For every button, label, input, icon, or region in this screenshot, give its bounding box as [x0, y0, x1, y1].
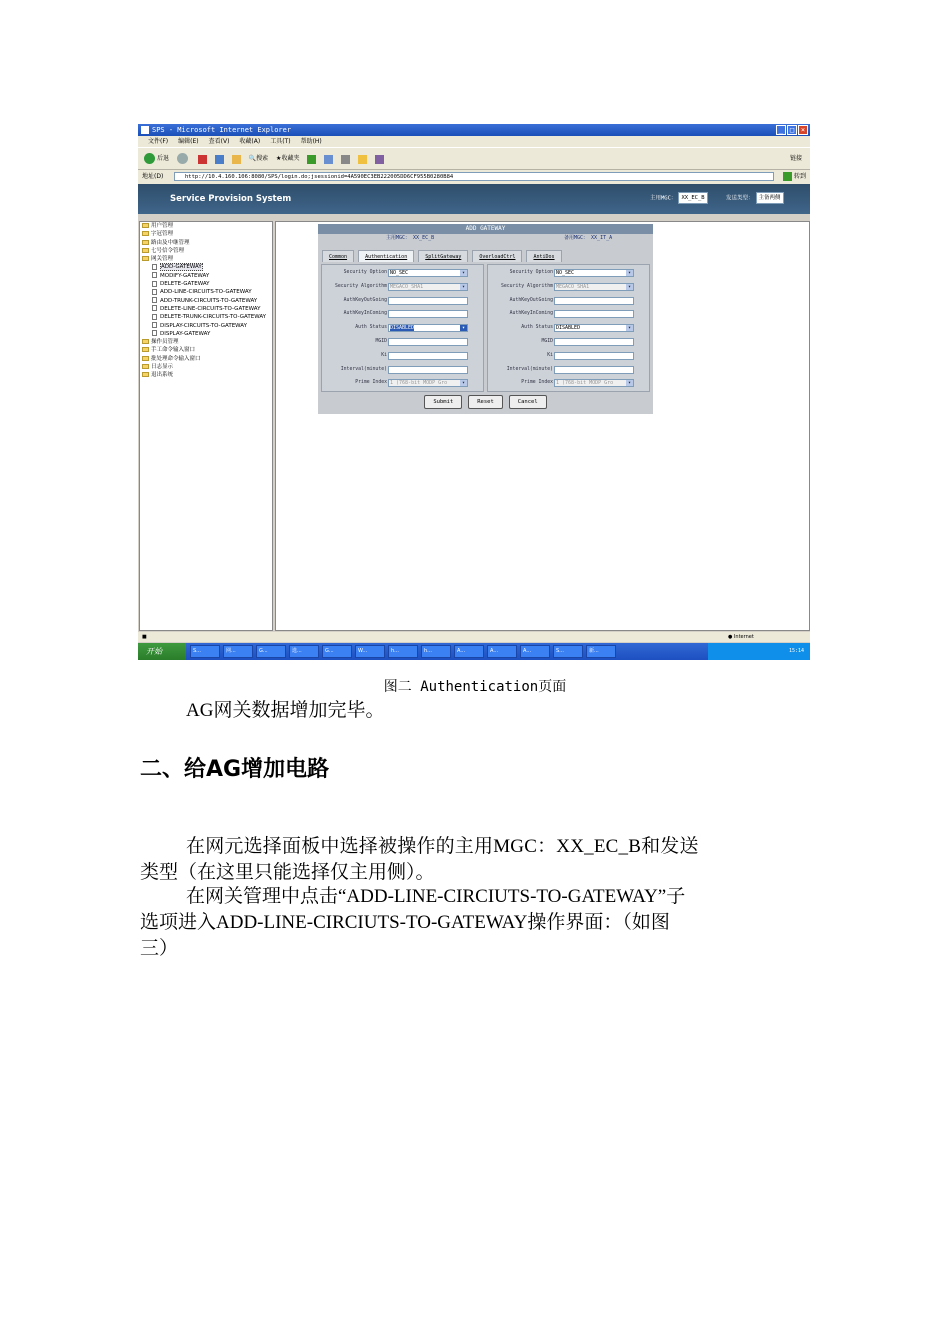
field-select[interactable]: [554, 324, 634, 332]
form-row: [488, 323, 651, 333]
tree-label: 网关管理: [151, 256, 174, 263]
menu-bar: [138, 136, 810, 147]
taskbar: [138, 643, 810, 660]
refresh-icon[interactable]: [215, 155, 224, 164]
taskbar-item[interactable]: 新...: [586, 645, 616, 658]
folder-icon: [142, 223, 149, 228]
form-row: [488, 365, 651, 375]
main-mgc-select[interactable]: XX_EC_B: [678, 192, 707, 204]
tree-item[interactable]: [140, 322, 272, 330]
window-title: SPS - Microsoft Internet Explorer: [152, 126, 292, 134]
maximize-icon[interactable]: □: [787, 125, 797, 135]
form-row: [488, 296, 651, 306]
tree-item[interactable]: [140, 288, 272, 296]
forward-button[interactable]: [177, 148, 190, 170]
tree-item[interactable]: [140, 297, 272, 305]
tree-label: DELETE-GATEWAY: [160, 281, 210, 288]
field-label: Prime Index: [355, 380, 387, 386]
tree-label: DISPLAY-GATEWAY: [160, 330, 211, 337]
start-button[interactable]: 开始: [138, 643, 186, 660]
field-input[interactable]: [554, 297, 634, 305]
chevron-down-icon[interactable]: ▾: [627, 325, 631, 332]
menu-item[interactable]: 查看(V): [208, 138, 230, 145]
folder-icon: [142, 248, 149, 253]
tree-folder[interactable]: [140, 239, 272, 247]
tree-item[interactable]: [140, 305, 272, 313]
tree-item[interactable]: [140, 313, 272, 321]
form-row: [488, 351, 651, 361]
field-select[interactable]: [388, 269, 468, 277]
field-label: Security Algorithm: [501, 283, 553, 289]
field-select[interactable]: [554, 269, 634, 277]
tree-label: 字冠管理: [151, 231, 174, 238]
form-row: [322, 351, 485, 361]
chevron-down-icon[interactable]: ▾: [627, 283, 631, 290]
field-value: DISABLED: [390, 325, 415, 332]
tree-folder[interactable]: [140, 371, 272, 379]
field-input[interactable]: [554, 352, 634, 360]
go-button[interactable]: 转到: [783, 172, 806, 182]
document-icon: [152, 289, 157, 295]
tree-label: 退出系统: [151, 372, 174, 379]
tree-label: 操作员管理: [151, 339, 179, 346]
forward-arrow-icon: [177, 153, 188, 164]
field-label: Prime Index: [521, 380, 553, 386]
status-bar: [138, 632, 810, 642]
main-mgc-info: 主用MGC： XX_EC_B: [386, 235, 435, 241]
para2-line3: 三）: [140, 938, 179, 959]
para1-line1: 在网元选择面板中选择被操作的主用MGC：XX_EC_B和发送: [186, 836, 699, 857]
para2-line1: 在网关管理中点击“ADD-LINE-CIRCIUTS-TO-GATEWAY”子: [186, 886, 686, 907]
document-icon: [152, 305, 157, 311]
field-label: Security Option: [509, 270, 553, 275]
tree-label: 批处理命令输入窗口: [151, 355, 201, 362]
form-row: [322, 268, 485, 278]
taskbar-item[interactable]: W...: [355, 645, 385, 658]
menu-item[interactable]: 帮助(H): [300, 138, 322, 145]
send-type-select[interactable]: 主备两侧: [756, 192, 784, 204]
tree-label: ADD-LINE-CIRCUITS-TO-GATEWAY: [160, 289, 252, 296]
backup-side-panel: [487, 264, 650, 392]
menu-item[interactable]: 工具(T): [270, 138, 291, 145]
section-heading: 二、给AG增加电路: [140, 757, 330, 782]
document-icon: [152, 314, 157, 320]
browser-toolbar: [138, 147, 810, 170]
para1-line2: 类型（在这里只能选择仅主用侧）。: [140, 862, 435, 883]
folder-icon: [142, 347, 149, 352]
folder-icon: [142, 356, 149, 361]
favorites-button[interactable]: ★收藏夹: [276, 155, 300, 162]
field-value: MEGACO_SHA1: [556, 283, 590, 290]
menu-item[interactable]: 编辑(E): [178, 138, 199, 145]
dialog-title: ADD GATEWAY: [318, 224, 653, 234]
folder-icon[interactable]: [358, 155, 367, 164]
taskbar-items: [190, 645, 616, 658]
folder-icon: [142, 372, 149, 377]
tree-label: DELETE-TRUNK-CIRCUITS-TO-GATEWAY: [160, 314, 267, 321]
field-value: 1 (768-bit MODP Gro: [390, 380, 448, 387]
tab-antidos[interactable]: AntiDos: [526, 250, 561, 262]
field-label: AuthKeyInComing: [343, 311, 387, 317]
send-type-selector: 发送类型： 主备两侧: [726, 192, 784, 205]
document-icon: [152, 281, 157, 287]
tree-item[interactable]: [140, 280, 272, 288]
dialog-buttons: [318, 395, 653, 409]
tree-label: ADD-TRUNK-CIRCUITS-TO-GATEWAY: [160, 297, 258, 304]
reset-button[interactable]: Reset: [468, 395, 503, 409]
tab-splitgateway[interactable]: SplitGateway: [418, 250, 468, 262]
form-row: [322, 296, 485, 306]
tree-label: 日志显示: [151, 364, 174, 371]
tree-folder[interactable]: [140, 363, 272, 371]
tree-item[interactable]: [140, 263, 272, 271]
form-row: [488, 337, 651, 347]
back-arrow-icon: [144, 153, 155, 164]
tab-authentication[interactable]: Authentication: [358, 250, 414, 262]
figure-caption: 图二 Authentication页面: [383, 679, 567, 695]
folder-icon: [142, 256, 149, 261]
field-value: MEGACO_SHA1: [390, 283, 424, 290]
folder-icon: [142, 240, 149, 245]
form-row: [488, 282, 651, 292]
taskbar-item[interactable]: h...: [388, 645, 418, 658]
main-mgc-selector: 主用MGC： XX_EC_B: [650, 192, 708, 205]
field-input[interactable]: [388, 297, 468, 305]
field-label: Ki: [381, 352, 387, 358]
folder-icon: [142, 231, 149, 236]
document-icon: [152, 272, 157, 278]
tree-label: DELETE-LINE-CIRCUITS-TO-GATEWAY: [160, 305, 261, 312]
tree-label: 七号信令管理: [151, 247, 185, 254]
tree-folder[interactable]: [140, 346, 272, 354]
taskbar-item[interactable]: S...: [553, 645, 583, 658]
taskbar-item[interactable]: S...: [190, 645, 220, 658]
field-input[interactable]: [388, 338, 468, 346]
field-label: Security Option: [343, 270, 387, 275]
folder-icon: [142, 364, 149, 369]
field-label: Auth Status: [355, 325, 387, 331]
print-icon[interactable]: [341, 155, 350, 164]
menu-item[interactable]: 文件(F): [148, 138, 169, 145]
clock: 15:14: [788, 648, 804, 654]
form-row: [322, 323, 485, 333]
tree-item[interactable]: [140, 272, 272, 280]
field-select: [554, 283, 634, 291]
tree-folder[interactable]: [140, 338, 272, 346]
media-icon[interactable]: [307, 155, 316, 164]
document-icon: [152, 330, 157, 336]
field-input[interactable]: [388, 366, 468, 374]
form-row: [322, 282, 485, 292]
close-icon[interactable]: ×: [798, 125, 808, 135]
tree-label: 路由及中继管理: [151, 239, 190, 246]
form-row: [322, 309, 485, 319]
form-row: [322, 378, 485, 388]
menu-item[interactable]: 收藏(A): [239, 138, 261, 145]
tree-label: ADD-GATEWAY: [161, 264, 202, 271]
field-select: [388, 379, 468, 387]
messenger-icon[interactable]: [375, 155, 384, 164]
field-value: NO_SEC: [390, 270, 409, 276]
main-side-panel: [321, 264, 484, 392]
chevron-down-icon[interactable]: ▾: [461, 325, 465, 332]
field-input[interactable]: [554, 338, 634, 346]
field-select[interactable]: [388, 324, 468, 332]
form-row: [488, 378, 651, 388]
page-icon: ■: [142, 634, 147, 640]
field-label: Ki: [547, 352, 553, 358]
field-label: MGID: [541, 339, 553, 344]
field-label: MGID: [375, 339, 387, 344]
chevron-down-icon[interactable]: ▾: [461, 380, 465, 387]
taskbar-item[interactable]: 选...: [289, 645, 319, 658]
back-button[interactable]: 后退: [144, 148, 169, 170]
field-input[interactable]: [554, 366, 634, 374]
field-label: Security Algorithm: [335, 283, 387, 289]
field-label: Interval(minute): [506, 366, 553, 372]
taskbar-item[interactable]: A...: [487, 645, 517, 658]
tree-folder[interactable]: [140, 247, 272, 255]
system-tray: [708, 643, 810, 660]
taskbar-item[interactable]: G...: [322, 645, 352, 658]
mail-icon[interactable]: [324, 155, 333, 164]
ie-icon: [141, 126, 149, 134]
stop-icon[interactable]: [198, 155, 207, 164]
app-title: Service Provision System: [170, 194, 292, 204]
folder-icon: [142, 339, 149, 344]
zone-indicator: ● Internet: [728, 634, 754, 640]
form-row: [322, 365, 485, 375]
field-select: [388, 283, 468, 291]
chevron-down-icon[interactable]: ▾: [461, 283, 465, 290]
address-bar: [138, 169, 810, 184]
tree-label: DISPLAY-CIRCUITS-TO-GATEWAY: [160, 322, 248, 329]
submit-button[interactable]: Submit: [424, 395, 462, 409]
tab-overloadctrl[interactable]: OverloadCtrl: [472, 250, 522, 262]
chevron-down-icon[interactable]: ▾: [627, 270, 631, 276]
document-icon: [152, 297, 157, 303]
form-row: [488, 309, 651, 319]
cancel-button[interactable]: Cancel: [509, 395, 547, 409]
field-value: DISABLED: [556, 325, 581, 332]
field-value: NO_SEC: [556, 270, 575, 276]
para2-line2: 选项进入ADD-LINE-CIRCIUTS-TO-GATEWAY操作界面：（如图: [140, 912, 670, 933]
taskbar-item[interactable]: A...: [520, 645, 550, 658]
links-label[interactable]: 链接: [789, 155, 802, 162]
tree-label: 手工命令输入窗口: [151, 347, 196, 354]
address-label: 地址(D): [142, 173, 164, 180]
address-input[interactable]: http://10.4.160.106:8080/SPS/login.do;jsessionid=4A590EC3EB222005DD6CF955B0280B84: [174, 172, 774, 181]
tree-folder[interactable]: [140, 230, 272, 238]
taskbar-item[interactable]: 网...: [223, 645, 253, 658]
mgc-info: [318, 234, 653, 242]
minimize-icon[interactable]: _: [776, 125, 786, 135]
field-input[interactable]: [388, 310, 468, 318]
tree-folder[interactable]: [140, 355, 272, 363]
tree-folder[interactable]: [140, 255, 272, 263]
field-select: [554, 379, 634, 387]
tree-label: MODIFY-GATEWAY: [160, 272, 210, 279]
field-label: AuthKeyInComing: [509, 311, 553, 317]
field-label: AuthKeyOutGoing: [509, 297, 553, 303]
field-label: AuthKeyOutGoing: [343, 297, 387, 303]
tree-item[interactable]: [140, 330, 272, 338]
taskbar-item[interactable]: G...: [256, 645, 286, 658]
taskbar-item[interactable]: h...: [421, 645, 451, 658]
ie-title-bar: [138, 124, 810, 136]
field-value: 1 (768-bit MODP Gro: [556, 380, 614, 387]
chevron-down-icon[interactable]: ▾: [627, 380, 631, 387]
add-gateway-dialog: [318, 224, 653, 414]
tab-common[interactable]: Common: [322, 250, 354, 262]
nav-tree: [139, 221, 273, 631]
go-arrow-icon: [783, 172, 792, 181]
backup-mgc-info: 备用MGC： XX_IT_A: [564, 235, 613, 241]
form-row: [322, 337, 485, 347]
document-icon: [152, 264, 157, 270]
field-label: Interval(minute): [340, 366, 387, 372]
completion-line: AG网关数据增加完毕。: [186, 700, 385, 721]
form-row: [488, 268, 651, 278]
taskbar-item[interactable]: A...: [454, 645, 484, 658]
tree-folder[interactable]: [140, 222, 272, 230]
app-header: [138, 184, 810, 214]
dialog-tabs: [318, 250, 657, 262]
home-icon[interactable]: [232, 155, 241, 164]
search-button[interactable]: 🔍搜索: [248, 155, 269, 162]
field-input[interactable]: [388, 352, 468, 360]
main-content: [275, 221, 810, 631]
screenshot-figure: [138, 124, 810, 660]
chevron-down-icon[interactable]: ▾: [461, 270, 465, 276]
tree-label: 用户管理: [151, 223, 174, 229]
document-icon: [152, 322, 157, 328]
field-label: Auth Status: [521, 325, 553, 331]
field-input[interactable]: [554, 310, 634, 318]
